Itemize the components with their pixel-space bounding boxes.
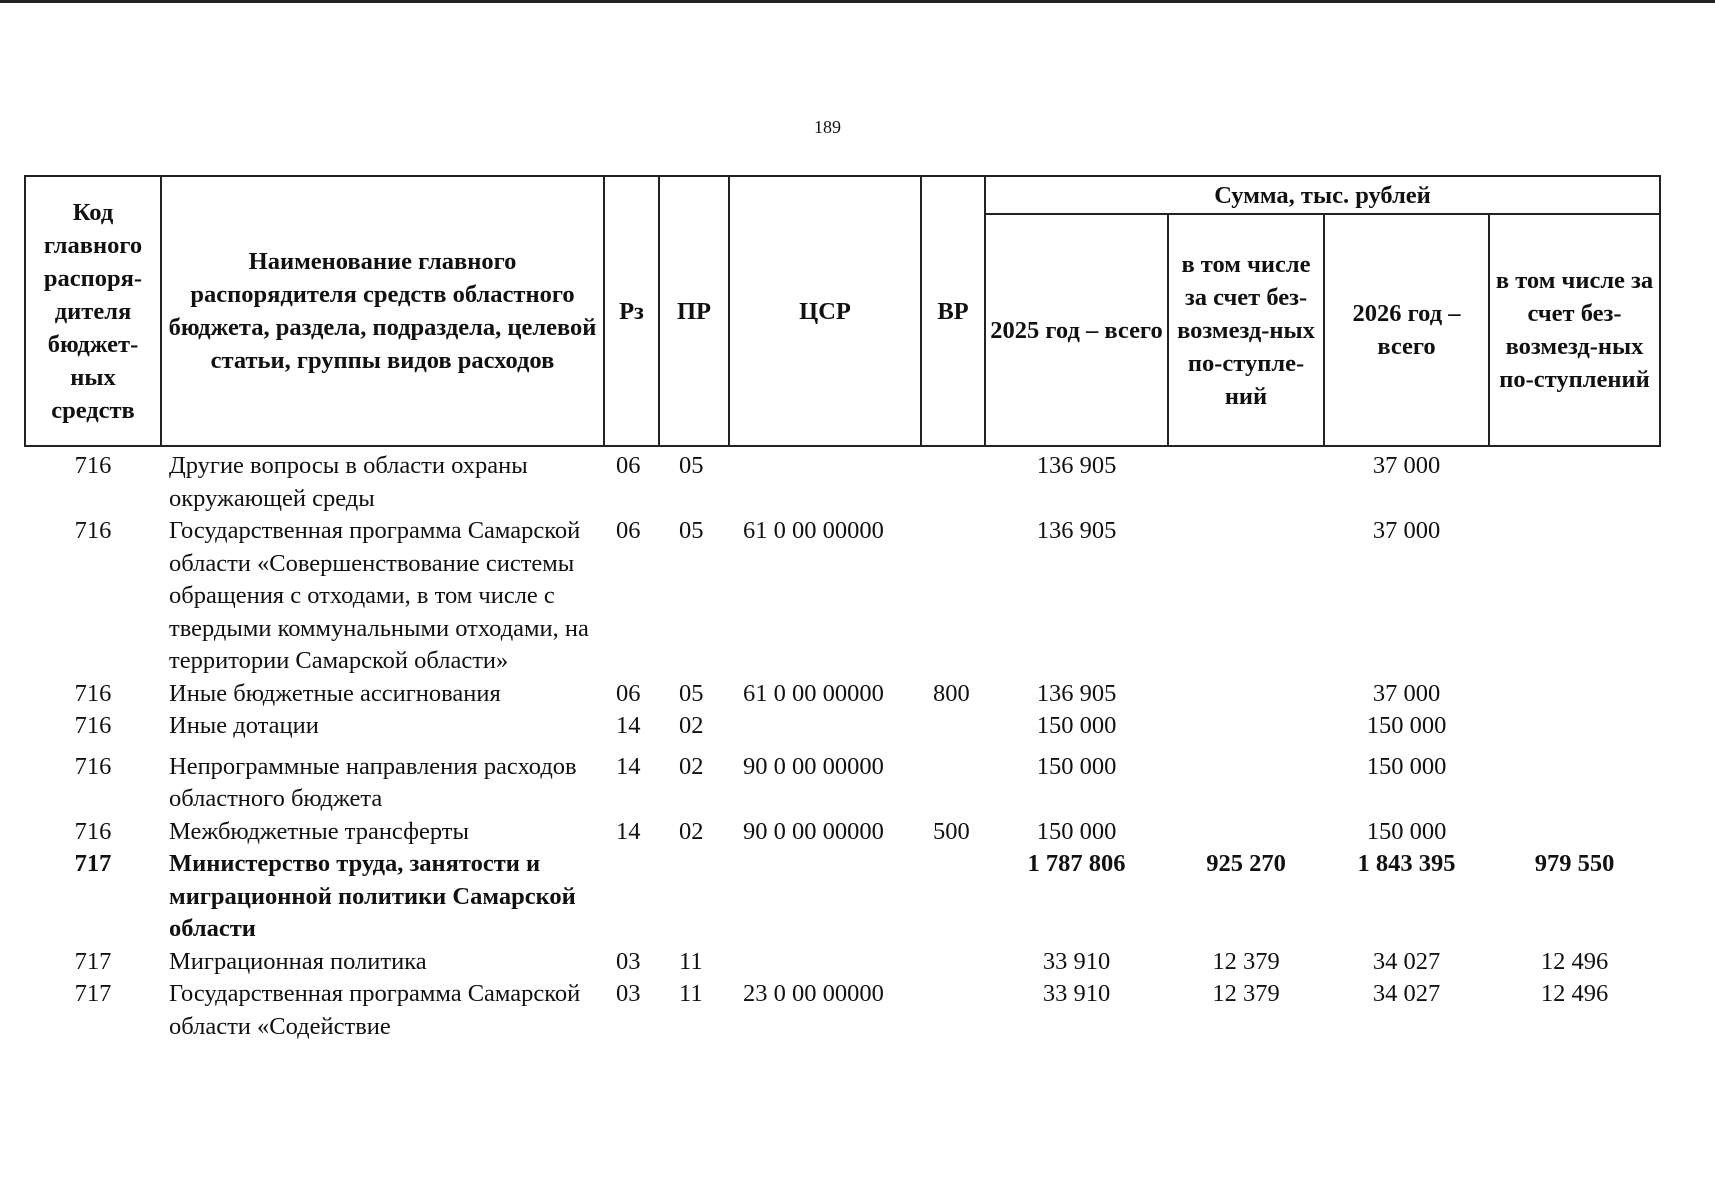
- cell-csr: 61 0 00 00000: [743, 517, 884, 544]
- cell-2026-grants: [1489, 678, 1660, 711]
- cell-2026-total: 150 000: [1366, 817, 1447, 845]
- cell-csr: 61 0 00 00000: [743, 679, 884, 707]
- cell-rz: 06: [616, 517, 641, 544]
- cell-pr: 05: [679, 452, 704, 479]
- table-row: [25, 848, 1660, 946]
- cell-vr: [921, 515, 985, 678]
- cell-2025-total: 33 910: [1042, 947, 1111, 975]
- cell-2026-total: 37 000: [1372, 517, 1441, 544]
- cell-kod: 716: [74, 452, 112, 479]
- cell-2026-total: 37 000: [1372, 452, 1441, 479]
- cell-pr: 05: [679, 679, 704, 707]
- top-rule: [0, 0, 1715, 3]
- cell-rz: 03: [616, 947, 641, 975]
- cell-kod: 717: [74, 850, 112, 877]
- cell-rz: 14: [616, 752, 641, 780]
- header-2025-total: 2025 год – всего: [985, 214, 1168, 446]
- cell-rz: [604, 848, 659, 946]
- cell-kod: 716: [74, 679, 112, 707]
- cell-vr: [921, 848, 985, 946]
- table-row: [25, 816, 1660, 849]
- cell-2025-total: 150 000: [1036, 752, 1117, 780]
- table-row: [25, 678, 1660, 711]
- cell-2025-total: 150 000: [1036, 712, 1117, 739]
- cell-pr: 02: [679, 817, 704, 845]
- cell-2026-grants: [1489, 515, 1660, 678]
- cell-2026-total: 1 843 395: [1357, 850, 1456, 877]
- cell-csr: 23 0 00 00000: [743, 980, 884, 1007]
- cell-2026-grants: [1489, 446, 1660, 515]
- cell-2025-total: 150 000: [1036, 817, 1117, 845]
- cell-pr: [659, 848, 729, 946]
- table-row: [25, 946, 1660, 979]
- cell-csr: 90 0 00 00000: [743, 752, 884, 780]
- header-2026-grants: в том числе за счет без-возмезд-ных по-ступлений: [1489, 214, 1660, 446]
- cell-2025-grants: [1168, 446, 1324, 515]
- cell-2025-grants: [1168, 515, 1324, 678]
- cell-2026-grants: 979 550: [1534, 850, 1615, 877]
- cell-kod: 717: [74, 980, 112, 1007]
- cell-2026-total: 150 000: [1366, 712, 1447, 739]
- header-2025-grants: в том числе за счет без-возмезд-ных по-ступле-ний: [1168, 214, 1324, 446]
- cell-2026-grants: [1489, 710, 1660, 743]
- cell-vr: [921, 446, 985, 515]
- cell-2025-grants: [1168, 816, 1324, 849]
- table-row: [25, 710, 1660, 743]
- cell-2026-total: 34 027: [1372, 947, 1441, 975]
- cell-2025-grants: 12 379: [1212, 980, 1280, 1007]
- cell-vr: [921, 946, 985, 979]
- cell-2025-total: 136 905: [1036, 517, 1117, 544]
- cell-2025-total: 1 787 806: [1027, 850, 1126, 877]
- cell-2026-total: 34 027: [1372, 980, 1441, 1007]
- cell-2025-grants: 12 379: [1212, 947, 1280, 975]
- cell-2025-grants: 925 270: [1206, 850, 1286, 877]
- cell-vr: 500: [933, 817, 970, 845]
- header-rz: Рз: [604, 176, 659, 446]
- cell-kod: 716: [74, 817, 112, 845]
- cell-rz: 14: [616, 712, 641, 739]
- cell-2025-total: 136 905: [1036, 452, 1117, 479]
- cell-rz: 06: [616, 452, 641, 479]
- cell-kod: 717: [74, 947, 112, 975]
- cell-pr: 11: [679, 947, 703, 975]
- cell-2026-total: 150 000: [1366, 752, 1447, 780]
- table-body: [25, 446, 1660, 1043]
- header-vr: ВР: [921, 176, 985, 446]
- cell-2026-grants: [1489, 816, 1660, 849]
- page-number: 189: [814, 117, 841, 137]
- cell-2026-grants: 12 496: [1540, 980, 1609, 1007]
- cell-csr: [729, 446, 921, 515]
- cell-vr: [921, 710, 985, 743]
- budget-table: [24, 175, 1661, 1043]
- cell-name: Государственная программа Самарской области «Совершенствование системы обращения с отходами, в том числе с твердыми коммунальными отходами, на территории Самарской области»: [169, 517, 589, 674]
- cell-2025-grants: [1168, 710, 1324, 743]
- header-name: Наименование главного распорядителя средств областного бюджета, раздела, подраздела, целевой статьи, группы видов расходов: [161, 176, 604, 446]
- table-row: [25, 515, 1660, 678]
- cell-2025-total: 33 910: [1042, 980, 1111, 1007]
- cell-csr: [729, 946, 921, 979]
- cell-kod: 716: [74, 517, 112, 544]
- header-sum: Сумма, тыс. рублей: [985, 176, 1660, 214]
- cell-name: Министерство труда, занятости и миграционной политики Самарской области: [169, 850, 576, 942]
- cell-vr: 800: [933, 679, 970, 707]
- cell-2025-grants: [1168, 678, 1324, 711]
- cell-rz: 03: [616, 980, 641, 1007]
- cell-name: Иные бюджетные ассигнования: [169, 679, 501, 707]
- cell-rz: 14: [616, 817, 641, 845]
- cell-kod: 716: [74, 752, 112, 780]
- table-header: [25, 176, 1660, 446]
- header-pr: ПР: [659, 176, 729, 446]
- cell-name: Иные дотации: [169, 712, 319, 739]
- table-row: [25, 978, 1660, 1043]
- cell-name: Другие вопросы в области охраны окружающей среды: [169, 452, 528, 512]
- cell-pr: 05: [679, 517, 704, 544]
- cell-2026-grants: 12 496: [1540, 947, 1609, 975]
- cell-rz: 06: [616, 679, 641, 707]
- table-row: [25, 446, 1660, 515]
- header-kod: Код главного распоря-дителя бюджет-ных средств: [25, 176, 161, 446]
- cell-pr: 02: [679, 752, 704, 780]
- header-2026-total: 2026 год – всего: [1324, 214, 1489, 446]
- cell-2025-grants: [1168, 743, 1324, 816]
- cell-2026-total: 37 000: [1372, 679, 1441, 707]
- cell-csr: [729, 710, 921, 743]
- cell-csr: [729, 848, 921, 946]
- cell-vr: [921, 743, 985, 816]
- cell-kod: 716: [74, 712, 112, 739]
- cell-vr: [921, 978, 985, 1043]
- cell-name: Непрограммные направления расходов областного бюджета: [169, 752, 577, 812]
- cell-pr: 02: [679, 712, 704, 739]
- cell-pr: 11: [679, 980, 703, 1007]
- cell-2025-total: 136 905: [1036, 679, 1117, 707]
- cell-name: Государственная программа Самарской области «Содействие: [169, 980, 581, 1040]
- cell-name: Миграционная политика: [169, 947, 427, 975]
- cell-name: Межбюджетные трансферты: [169, 817, 469, 845]
- cell-csr: 90 0 00 00000: [743, 817, 884, 845]
- header-csr: ЦСР: [729, 176, 921, 446]
- table-row: [25, 743, 1660, 816]
- cell-2026-grants: [1489, 743, 1660, 816]
